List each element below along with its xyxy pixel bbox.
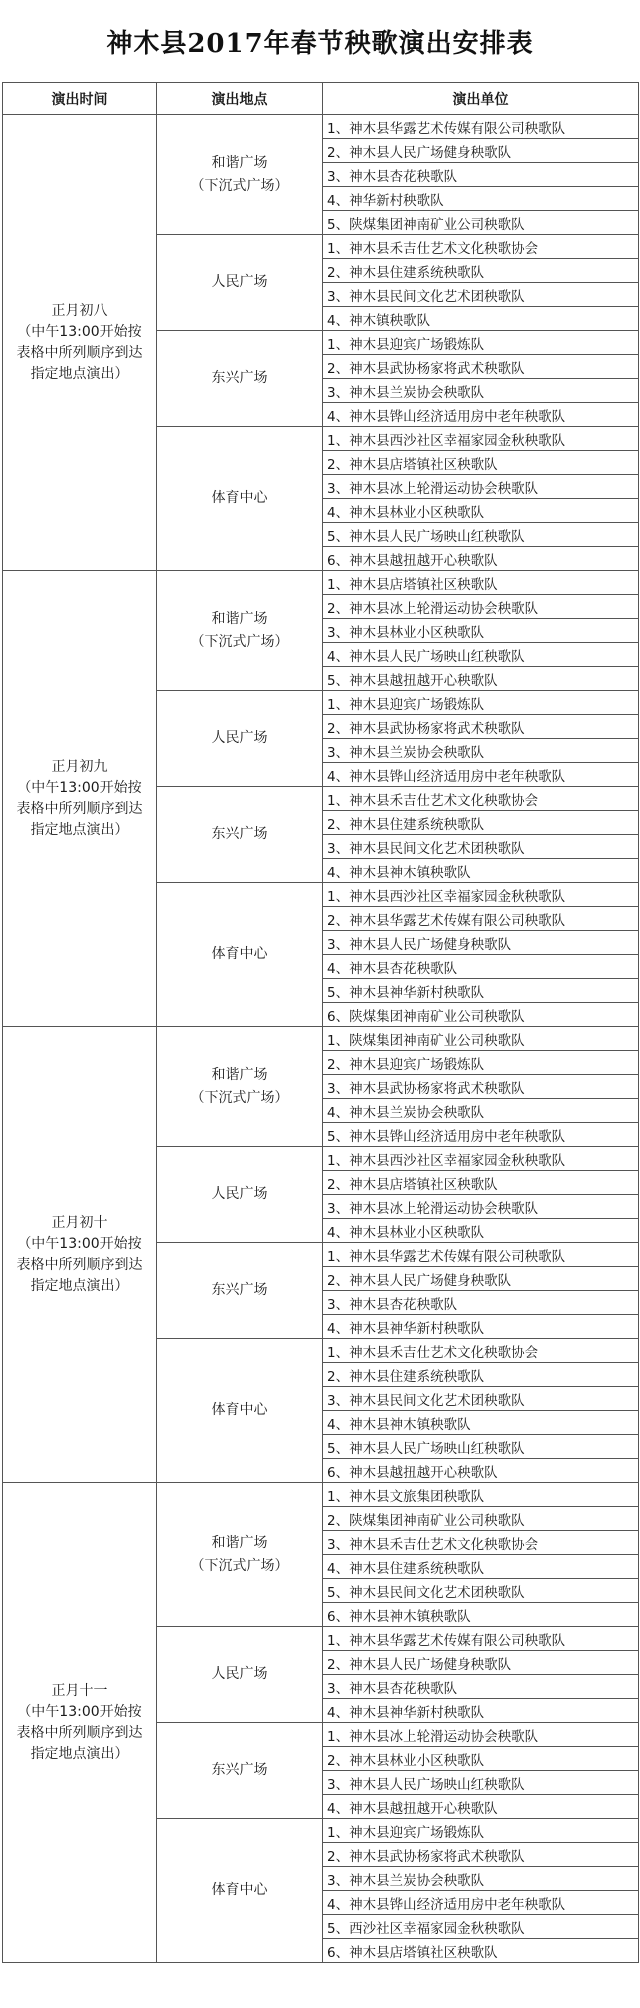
unit-cell: 3、神木县兰炭协会秧歌队	[323, 379, 639, 403]
header-row	[3, 83, 639, 115]
unit-cell: 2、神木县迎宾广场锻炼队	[323, 1051, 639, 1075]
unit-cell: 4、神木县兰炭协会秧歌队	[323, 1099, 639, 1123]
venue-cell: 体育中心	[157, 427, 323, 571]
venue-cell: 和谐广场 （下沉式广场）	[157, 571, 323, 691]
unit-cell: 2、神木县武协杨家将武术秧歌队	[323, 355, 639, 379]
venue-cell: 和谐广场 （下沉式广场）	[157, 115, 323, 235]
unit-cell: 4、神木县铧山经济适用房中老年秧歌队	[323, 763, 639, 787]
unit-cell: 4、神木县神华新村秧歌队	[323, 1699, 639, 1723]
unit-cell: 3、神木县禾吉仕艺术文化秧歌协会	[323, 1531, 639, 1555]
schedule-table	[2, 82, 639, 1963]
venue-cell: 体育中心	[157, 1339, 323, 1483]
date-cell: 正月初十 （中午13:00开始按表格中所列顺序到达指定地点演出）	[3, 1027, 157, 1483]
unit-cell: 1、神木县迎宾广场锻炼队	[323, 331, 639, 355]
unit-cell: 2、神木县人民广场健身秧歌队	[323, 1651, 639, 1675]
unit-cell: 5、神木县越扭越开心秧歌队	[323, 667, 639, 691]
unit-cell: 2、神木县武协杨家将武术秧歌队	[323, 715, 639, 739]
unit-cell: 1、神木县西沙社区幸福家园金秋秧歌队	[323, 883, 639, 907]
unit-cell: 3、神木县武协杨家将武术秧歌队	[323, 1075, 639, 1099]
unit-cell: 2、神木县住建系统秧歌队	[323, 811, 639, 835]
unit-cell: 6、陕煤集团神南矿业公司秧歌队	[323, 1003, 639, 1027]
unit-cell: 4、神木县越扭越开心秧歌队	[323, 1795, 639, 1819]
unit-cell: 4、神华新村秧歌队	[323, 187, 639, 211]
venue-cell: 体育中心	[157, 883, 323, 1027]
table-row	[3, 1027, 639, 1051]
unit-cell: 6、神木县神木镇秧歌队	[323, 1603, 639, 1627]
unit-cell: 3、神木县民间文化艺术团秧歌队	[323, 283, 639, 307]
unit-cell: 2、神木县华露艺术传媒有限公司秧歌队	[323, 907, 639, 931]
unit-cell: 6、神木县越扭越开心秧歌队	[323, 547, 639, 571]
venue-cell: 人民广场	[157, 235, 323, 331]
venue-cell: 东兴广场	[157, 1723, 323, 1819]
unit-cell: 2、神木县人民广场健身秧歌队	[323, 1267, 639, 1291]
unit-cell: 1、陕煤集团神南矿业公司秧歌队	[323, 1027, 639, 1051]
unit-cell: 1、神木县西沙社区幸福家园金秋秧歌队	[323, 427, 639, 451]
unit-cell: 2、陕煤集团神南矿业公司秧歌队	[323, 1507, 639, 1531]
unit-cell: 1、神木县迎宾广场锻炼队	[323, 1819, 639, 1843]
venue-cell: 东兴广场	[157, 787, 323, 883]
unit-cell: 3、神木县人民广场映山红秧歌队	[323, 1771, 639, 1795]
unit-cell: 2、神木县住建系统秧歌队	[323, 259, 639, 283]
unit-cell: 1、神木县华露艺术传媒有限公司秧歌队	[323, 115, 639, 139]
unit-cell: 3、神木县人民广场健身秧歌队	[323, 931, 639, 955]
header-venue: 演出地点	[157, 83, 323, 115]
venue-cell: 人民广场	[157, 691, 323, 787]
unit-cell: 3、神木县杏花秧歌队	[323, 1291, 639, 1315]
venue-cell: 东兴广场	[157, 331, 323, 427]
unit-cell: 4、神木县神木镇秧歌队	[323, 1411, 639, 1435]
date-cell: 正月初八 （中午13:00开始按表格中所列顺序到达指定地点演出）	[3, 115, 157, 571]
venue-cell: 和谐广场 （下沉式广场）	[157, 1483, 323, 1627]
unit-cell: 1、神木县冰上轮滑运动协会秧歌队	[323, 1723, 639, 1747]
venue-cell: 人民广场	[157, 1627, 323, 1723]
unit-cell: 1、神木县禾吉仕艺术文化秧歌协会	[323, 787, 639, 811]
unit-cell: 3、神木县兰炭协会秧歌队	[323, 1867, 639, 1891]
venue-cell: 人民广场	[157, 1147, 323, 1243]
unit-cell: 4、神木县铧山经济适用房中老年秧歌队	[323, 1891, 639, 1915]
unit-cell: 1、神木县华露艺术传媒有限公司秧歌队	[323, 1627, 639, 1651]
schedule-body	[3, 115, 639, 1963]
unit-cell: 3、神木县林业小区秧歌队	[323, 619, 639, 643]
unit-cell: 5、陕煤集团神南矿业公司秧歌队	[323, 211, 639, 235]
unit-cell: 4、神木县神木镇秧歌队	[323, 859, 639, 883]
unit-cell: 1、神木县禾吉仕艺术文化秧歌协会	[323, 235, 639, 259]
unit-cell: 1、神木县店塔镇社区秧歌队	[323, 571, 639, 595]
unit-cell: 5、西沙社区幸福家园金秋秧歌队	[323, 1915, 639, 1939]
unit-cell: 6、神木县店塔镇社区秧歌队	[323, 1939, 639, 1963]
date-cell: 正月十一 （中午13:00开始按表格中所列顺序到达指定地点演出）	[3, 1483, 157, 1963]
unit-cell: 2、神木县住建系统秧歌队	[323, 1363, 639, 1387]
unit-cell: 5、神木县铧山经济适用房中老年秧歌队	[323, 1123, 639, 1147]
unit-cell: 4、神木县铧山经济适用房中老年秧歌队	[323, 403, 639, 427]
unit-cell: 2、神木县人民广场健身秧歌队	[323, 139, 639, 163]
venue-cell: 和谐广场 （下沉式广场）	[157, 1027, 323, 1147]
venue-cell: 体育中心	[157, 1819, 323, 1963]
unit-cell: 4、神木县住建系统秧歌队	[323, 1555, 639, 1579]
unit-cell: 3、神木县民间文化艺术团秧歌队	[323, 835, 639, 859]
unit-cell: 5、神木县人民广场映山红秧歌队	[323, 523, 639, 547]
unit-cell: 3、神木县杏花秧歌队	[323, 1675, 639, 1699]
table-row	[3, 115, 639, 139]
unit-cell: 4、神木县人民广场映山红秧歌队	[323, 643, 639, 667]
unit-cell: 3、神木县杏花秧歌队	[323, 163, 639, 187]
date-cell: 正月初九 （中午13:00开始按表格中所列顺序到达指定地点演出）	[3, 571, 157, 1027]
unit-cell: 4、神木县林业小区秧歌队	[323, 1219, 639, 1243]
unit-cell: 1、神木县禾吉仕艺术文化秧歌协会	[323, 1339, 639, 1363]
unit-cell: 2、神木县店塔镇社区秧歌队	[323, 1171, 639, 1195]
table-row	[3, 571, 639, 595]
unit-cell: 1、神木县西沙社区幸福家园金秋秧歌队	[323, 1147, 639, 1171]
unit-cell: 3、神木县冰上轮滑运动协会秧歌队	[323, 1195, 639, 1219]
unit-cell: 5、神木县人民广场映山红秧歌队	[323, 1435, 639, 1459]
document-title: 神木县2017年春节秧歌演出安排表	[106, 28, 534, 59]
unit-cell: 4、神木镇秧歌队	[323, 307, 639, 331]
unit-cell: 4、神木县林业小区秧歌队	[323, 499, 639, 523]
venue-cell: 东兴广场	[157, 1243, 323, 1339]
header-unit: 演出单位	[323, 83, 639, 115]
unit-cell: 4、神木县神华新村秧歌队	[323, 1315, 639, 1339]
unit-cell: 3、神木县民间文化艺术团秧歌队	[323, 1387, 639, 1411]
unit-cell: 2、神木县冰上轮滑运动协会秧歌队	[323, 595, 639, 619]
unit-cell: 2、神木县林业小区秧歌队	[323, 1747, 639, 1771]
unit-cell: 5、神木县民间文化艺术团秧歌队	[323, 1579, 639, 1603]
unit-cell: 6、神木县越扭越开心秧歌队	[323, 1459, 639, 1483]
unit-cell: 1、神木县文旅集团秧歌队	[323, 1483, 639, 1507]
unit-cell: 2、神木县店塔镇社区秧歌队	[323, 451, 639, 475]
unit-cell: 3、神木县兰炭协会秧歌队	[323, 739, 639, 763]
header-time: 演出时间	[3, 83, 157, 115]
table-row	[3, 1483, 639, 1507]
unit-cell: 4、神木县杏花秧歌队	[323, 955, 639, 979]
unit-cell: 2、神木县武协杨家将武术秧歌队	[323, 1843, 639, 1867]
unit-cell: 1、神木县华露艺术传媒有限公司秧歌队	[323, 1243, 639, 1267]
unit-cell: 1、神木县迎宾广场锻炼队	[323, 691, 639, 715]
unit-cell: 3、神木县冰上轮滑运动协会秧歌队	[323, 475, 639, 499]
unit-cell: 5、神木县神华新村秧歌队	[323, 979, 639, 1003]
